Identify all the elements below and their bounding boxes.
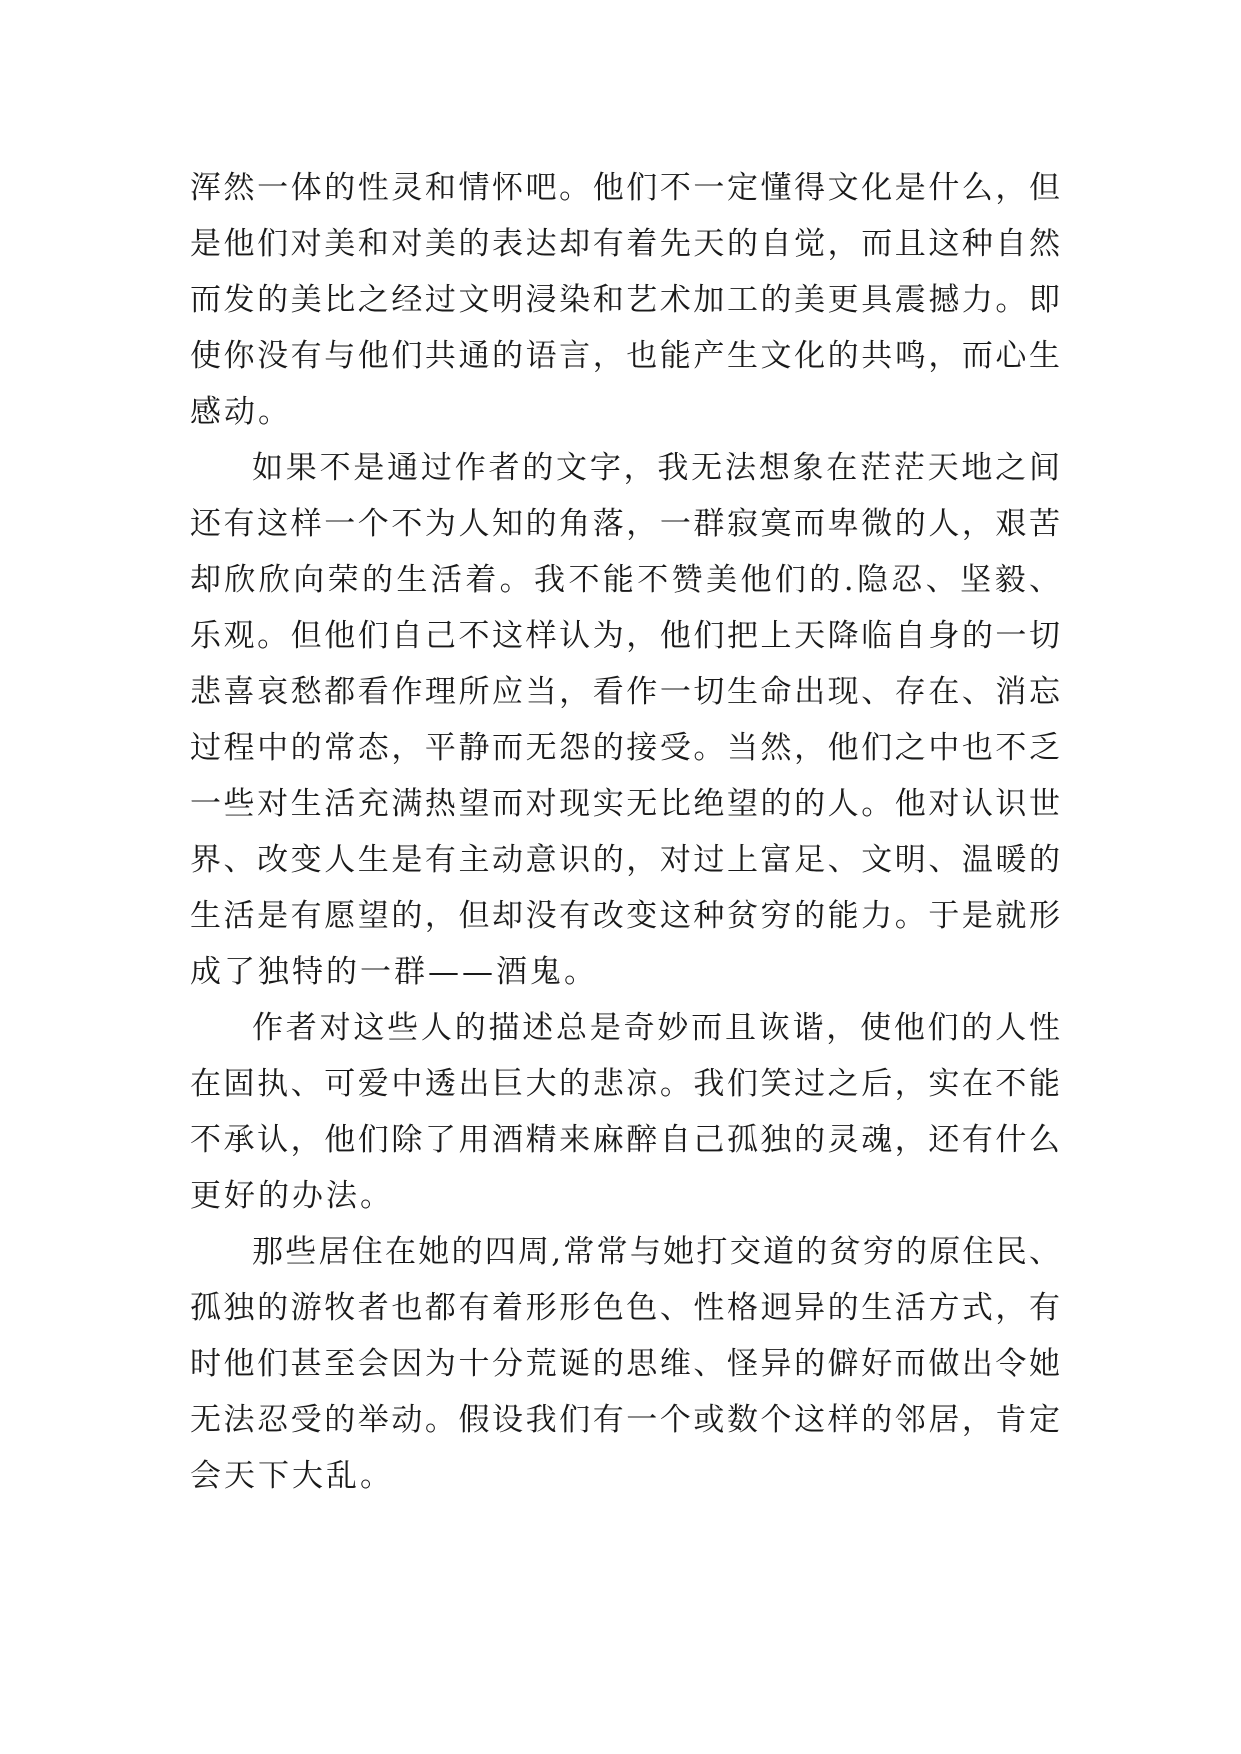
text-line: 在固执、可爱中透出巨大的悲凉。我们笑过之后，实在不能 <box>190 1066 1060 1102</box>
text-line: 界、改变人生是有主动意识的，对过上富足、文明、温暖的 <box>190 842 1060 878</box>
paragraph-1 <box>190 160 1060 440</box>
text-line: 如果不是通过作者的文字，我无法想象在茫茫天地之间 <box>252 450 1060 486</box>
text-line: 作者对这些人的描述总是奇妙而且诙谐，使他们的人性 <box>252 1010 1060 1046</box>
text-line: 还有这样一个不为人知的角落，一群寂寞而卑微的人，艰苦 <box>190 506 1060 542</box>
text-line: 乐观。但他们自己不这样认为，他们把上天降临自身的一切 <box>190 618 1060 654</box>
paragraph-4 <box>190 1224 1060 1504</box>
text-line: 过程中的常态，平静而无怨的接受。当然，他们之中也不乏 <box>190 730 1060 766</box>
text-line: 那些居住在她的四周,常常与她打交道的贫穷的原住民、 <box>252 1234 1060 1270</box>
text-line: 不承认，他们除了用酒精来麻醉自己孤独的灵魂，还有什么 <box>190 1122 1060 1158</box>
text-line: 却欣欣向荣的生活着。我不能不赞美他们的.隐忍、坚毅、 <box>190 562 1060 598</box>
text-line: 浑然一体的性灵和情怀吧。他们不一定懂得文化是什么，但 <box>190 170 1060 206</box>
text-line: 孤独的游牧者也都有着形形色色、性格迥异的生活方式，有 <box>190 1290 1060 1326</box>
text-line: 会天下大乱。 <box>190 1458 394 1494</box>
text-line: 感动。 <box>190 394 292 430</box>
text-line: 成了独特的一群——酒鬼。 <box>190 954 598 990</box>
paragraph-2 <box>190 440 1060 1000</box>
text-line: 无法忍受的举动。假设我们有一个或数个这样的邻居，肯定 <box>190 1402 1060 1438</box>
text-line: 生活是有愿望的，但却没有改变这种贫穷的能力。于是就形 <box>190 898 1060 934</box>
text-line: 而发的美比之经过文明浸染和艺术加工的美更具震撼力。即 <box>190 282 1060 318</box>
body-text <box>190 160 1060 1504</box>
text-line: 一些对生活充满热望而对现实无比绝望的的人。他对认识世 <box>190 786 1060 822</box>
paragraph-3 <box>190 1000 1060 1224</box>
text-line: 是他们对美和对美的表达却有着先天的自觉，而且这种自然 <box>190 226 1060 262</box>
text-line: 使你没有与他们共通的语言，也能产生文化的共鸣，而心生 <box>190 338 1060 374</box>
text-line: 时他们甚至会因为十分荒诞的思维、怪异的僻好而做出令她 <box>190 1346 1060 1382</box>
text-line: 更好的办法。 <box>190 1178 394 1214</box>
text-line: 悲喜哀愁都看作理所应当，看作一切生命出现、存在、消忘 <box>190 674 1060 710</box>
